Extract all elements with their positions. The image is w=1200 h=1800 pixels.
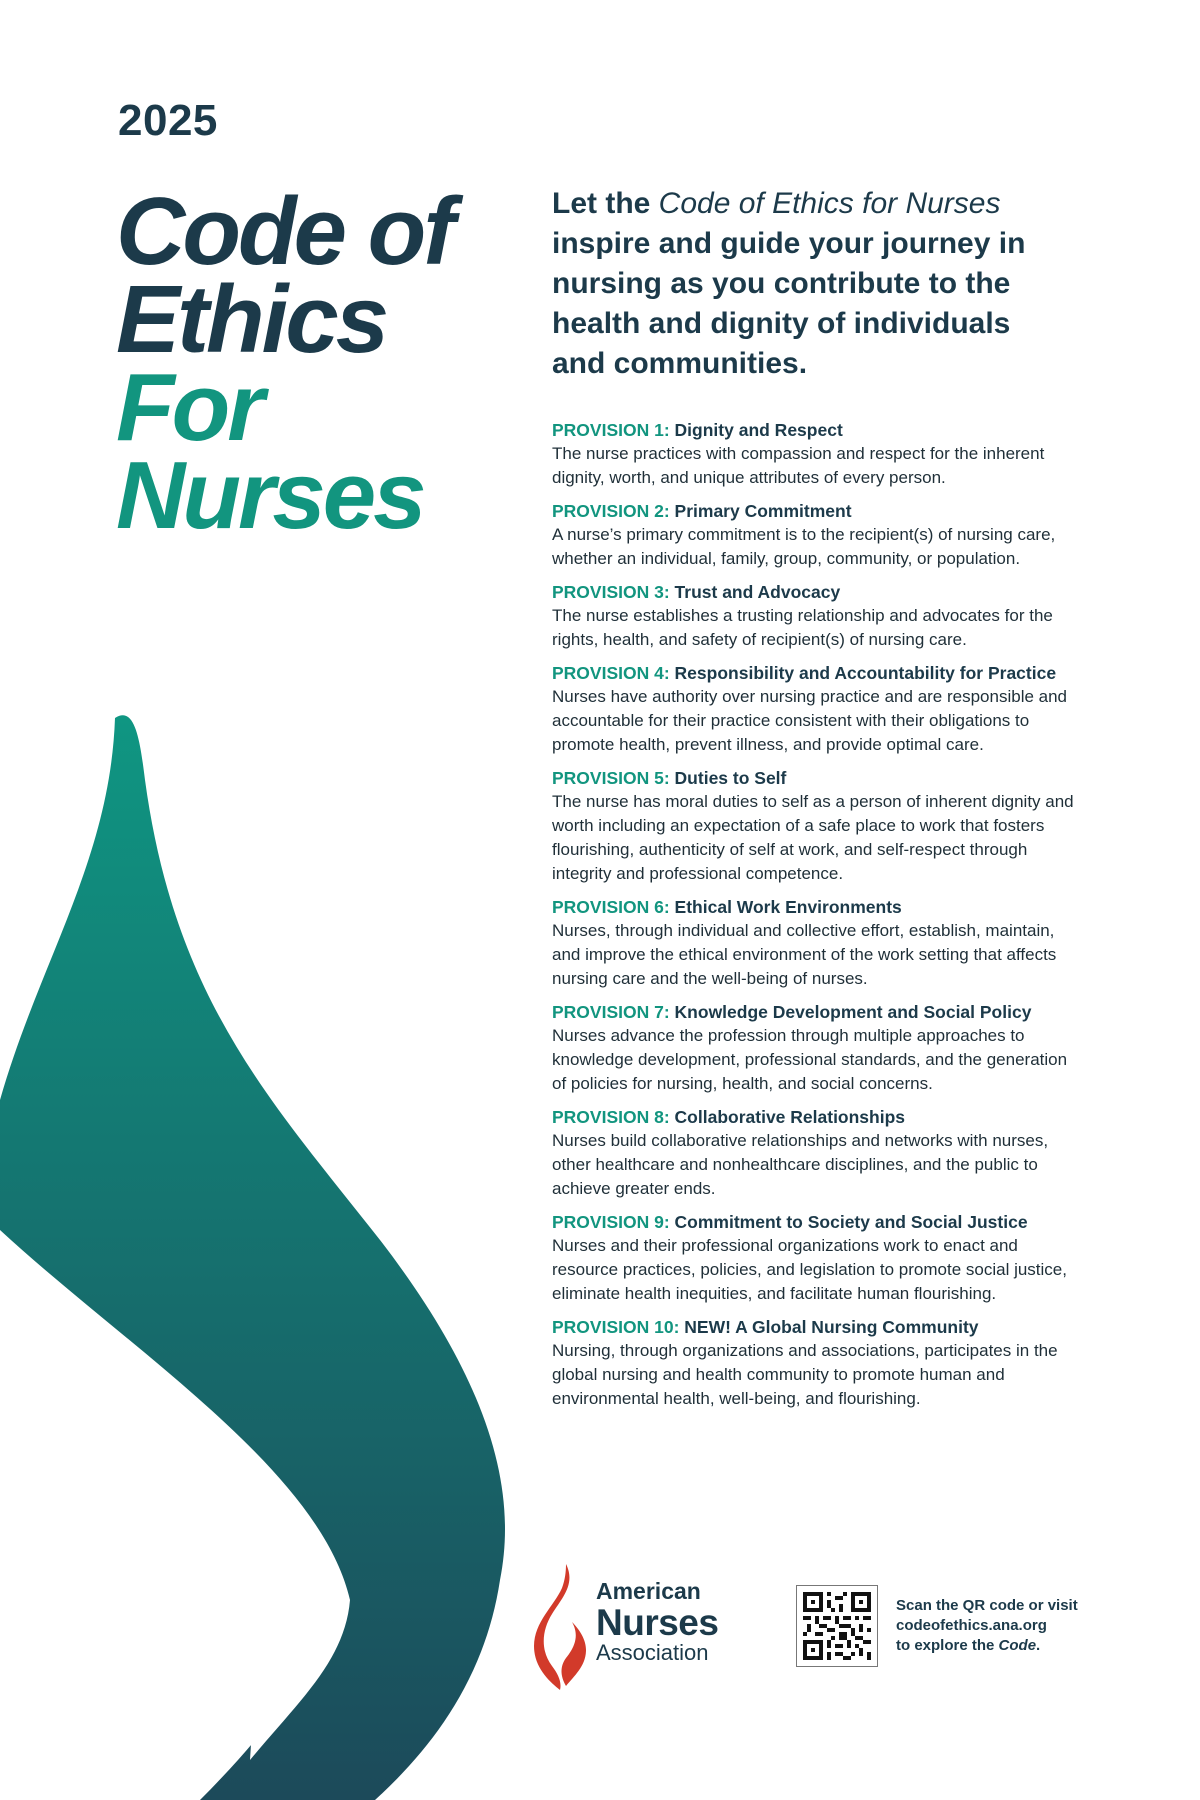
- provision-body: Nursing, through organizations and associations, participates in the global nursing and health community to promote human and environmental health, well-being, and flourishing.: [552, 1341, 1058, 1408]
- provision-body: A nurse’s primary commitment is to the recipient(s) of nursing care, whether an individual, family, group, community, or population.: [552, 525, 1056, 568]
- provision-title: Primary Commitment: [674, 501, 852, 521]
- provision-title: Ethical Work Environments: [674, 897, 902, 917]
- intro-paragraph: [552, 184, 1072, 384]
- provision-body: The nurse has moral duties to self as a person of inherent dignity and worth including an expectation of a safe place to work that fosters flourishing, authenticity of self at work, and self-respect through integrity and professional competence.: [552, 792, 1074, 883]
- ana-logo-text: [596, 1580, 718, 1664]
- provision-heading: [552, 580, 1082, 604]
- provision-item: [552, 499, 1082, 571]
- provision-body: Nurses build collaborative relationships and networks with nurses, other healthcare and nonhealthcare disciplines, and the public to achieve greater ends.: [552, 1131, 1049, 1198]
- intro-suffix: inspire and guide your journey in nursing as you contribute to the health and dignity of individuals and communities.: [552, 227, 1026, 380]
- provision-label: PROVISION 2:: [552, 501, 670, 521]
- qr-caption: [896, 1596, 1106, 1656]
- year-label: 2025: [118, 96, 218, 145]
- provision-item: [552, 580, 1082, 652]
- provision-title: Trust and Advocacy: [674, 582, 841, 602]
- provision-heading: [552, 499, 1082, 523]
- provision-label: PROVISION 5:: [552, 768, 670, 788]
- provision-label: PROVISION 3:: [552, 582, 670, 602]
- provision-item: [552, 1210, 1082, 1306]
- provision-title: Duties to Self: [674, 768, 787, 788]
- page-title: [116, 178, 453, 549]
- provision-body: Nurses have authority over nursing practice and are responsible and accountable for their practice consistent with their obligations to promote health, prevent illness, and provide optimal care.: [552, 687, 1068, 754]
- provision-title: Knowledge Development and Social Policy: [674, 1002, 1032, 1022]
- title-line-4: Nurses: [116, 442, 424, 549]
- provision-item: [552, 1000, 1082, 1096]
- provision-heading: [552, 418, 1082, 442]
- provision-body: Nurses and their professional organizations work to enact and resource practices, policies, and legislation to promote social justice, eliminate health inequities, and facilitate human flourishing.: [552, 1236, 1067, 1303]
- provision-item: [552, 895, 1082, 991]
- provision-label: PROVISION 6:: [552, 897, 670, 917]
- provision-item: [552, 766, 1082, 886]
- intro-emphasis: Code of Ethics for Nurses: [658, 187, 1001, 220]
- qr-caption-line-3: [896, 1636, 1106, 1656]
- provision-body: The nurse establishes a trusting relationship and advocates for the rights, health, and safety of recipient(s) of nursing care.: [552, 606, 1053, 649]
- logo-line-1: American: [596, 1578, 701, 1604]
- qr-caption-url[interactable]: codeofethics.ana.org: [896, 1617, 1047, 1634]
- title-line-1: Code of: [116, 178, 453, 285]
- provision-label: PROVISION 8:: [552, 1107, 670, 1127]
- provision-heading: [552, 1000, 1082, 1024]
- provision-title: Commitment to Society and Social Justice: [674, 1212, 1028, 1232]
- qr-caption-line-3-emphasis: Code: [998, 1637, 1037, 1654]
- intro-prefix: Let the: [552, 187, 659, 220]
- provision-label: PROVISION 9:: [552, 1212, 670, 1232]
- title-line-3: For: [116, 354, 262, 461]
- provision-item: [552, 418, 1082, 490]
- qr-code-icon: [803, 1592, 871, 1660]
- provision-heading: [552, 895, 1082, 919]
- title-line-2: Ethics: [116, 266, 387, 373]
- provision-label: PROVISION 7:: [552, 1002, 670, 1022]
- provision-item: [552, 1315, 1082, 1411]
- provision-title: Dignity and Respect: [674, 420, 843, 440]
- provision-body: The nurse practices with compassion and respect for the inherent dignity, worth, and unique attributes of every person.: [552, 444, 1045, 487]
- qr-code[interactable]: [796, 1585, 878, 1667]
- provision-label: PROVISION 1:: [552, 420, 670, 440]
- provision-label: PROVISION 10:: [552, 1317, 680, 1337]
- provision-heading: [552, 1210, 1082, 1234]
- logo-line-2: Nurses: [596, 1602, 719, 1643]
- logo-line-3: Association: [596, 1640, 709, 1665]
- provision-heading: [552, 1105, 1082, 1129]
- provision-title: Collaborative Relationships: [674, 1107, 906, 1127]
- provision-item: [552, 1105, 1082, 1201]
- provision-label: PROVISION 4:: [552, 663, 670, 683]
- provision-title: NEW! A Global Nursing Community: [684, 1317, 979, 1337]
- provision-body: Nurses, through individual and collective effort, establish, maintain, and improve the ethical environment of the work setting that affects nursing care and the well-being of nurses.: [552, 921, 1057, 988]
- provision-heading: [552, 1315, 1082, 1339]
- qr-caption-line-1: Scan the QR code or visit: [896, 1597, 1078, 1614]
- provision-list: [552, 418, 1082, 1420]
- qr-caption-line-3-suffix: .: [1036, 1637, 1041, 1654]
- qr-caption-line-3-prefix: to explore the: [896, 1637, 999, 1654]
- provision-item: [552, 661, 1082, 757]
- provision-title: Responsibility and Accountability for Practice: [674, 663, 1057, 683]
- provision-heading: [552, 661, 1082, 685]
- provision-heading: [552, 766, 1082, 790]
- provision-body: Nurses advance the profession through multiple approaches to knowledge development, professional standards, and the generation of policies for nursing, health, and social concerns.: [552, 1026, 1068, 1093]
